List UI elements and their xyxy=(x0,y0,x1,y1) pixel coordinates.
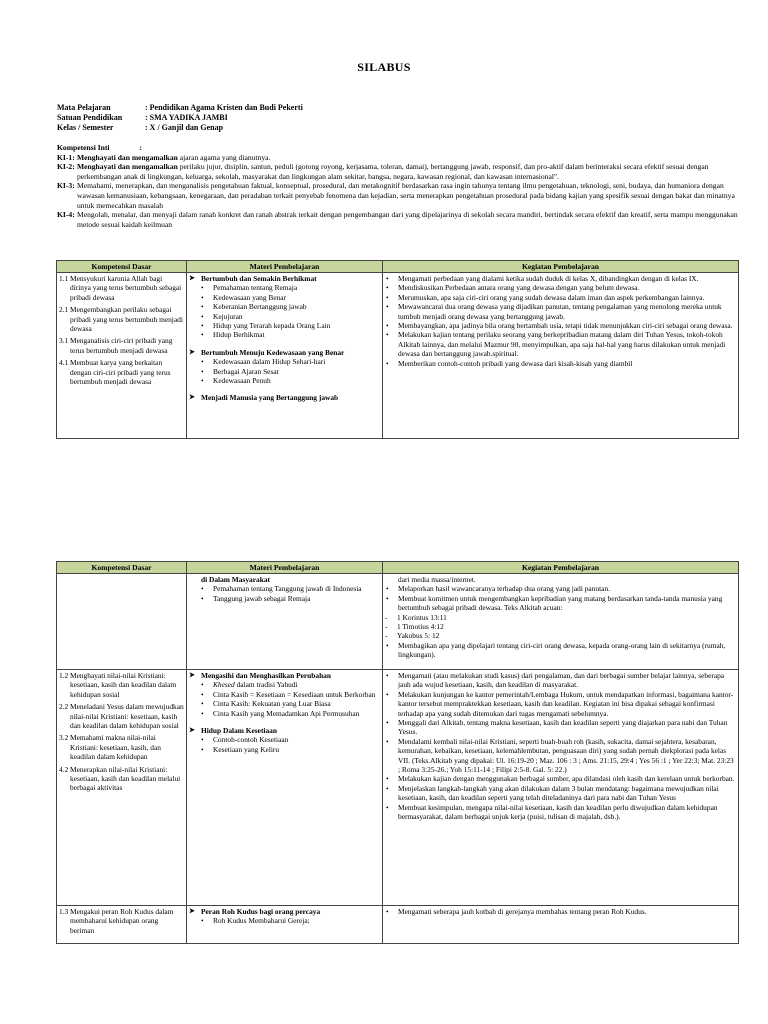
ki-item xyxy=(57,210,739,229)
kd-number: 1.1 xyxy=(59,274,69,283)
kegiatan-item xyxy=(385,690,736,718)
materi-item-text: Contoh-contoh Kesetiaan xyxy=(213,735,289,745)
verse-text: 1 Korintus 13:11 xyxy=(397,612,447,622)
materi-item-text: Hidup Berhikmat xyxy=(213,330,265,340)
bullet-icon: • xyxy=(386,292,389,302)
materi-item-text: Pemahaman tentang Remaja xyxy=(213,283,298,293)
kegiatan-text: Memberikan contoh-contoh pribadi yang dewasa dari kisah-kisah yang diambil xyxy=(398,358,633,368)
bullet-icon: • xyxy=(386,907,389,916)
kegiatan-list xyxy=(385,671,736,822)
meta-value: : X / Ganjil dan Genap xyxy=(145,123,224,132)
kd-number: 2.1 xyxy=(59,305,69,315)
kegiatan-item xyxy=(385,641,736,660)
meta-row xyxy=(57,113,303,123)
materi-item-text: Khesed dalam tradisi Yahudi xyxy=(213,680,298,690)
bullet-icon: • xyxy=(386,302,389,312)
kegiatan-item xyxy=(385,718,736,737)
materi-heading xyxy=(189,274,380,283)
materi-heading-text: Bertumbuh dan Semakin Berhikmat xyxy=(201,274,317,283)
kd-item xyxy=(59,336,184,355)
arrow-icon: ➤ xyxy=(189,671,195,679)
bullet-icon: • xyxy=(201,680,204,690)
kegiatan-text: Mengamati (atau melakukan studi kasus) dari pengalaman, dan dari berbagai sumber belajar lainnya, seberapa jauh ada wujud kesetiaan, kasih, dan keadilan di masyarakat. xyxy=(398,671,725,690)
bullet-icon: • xyxy=(386,330,389,340)
materi-heading xyxy=(189,348,380,357)
ki-item xyxy=(57,153,739,163)
kd-number: 3.1 xyxy=(59,336,69,346)
materi-list xyxy=(189,916,380,925)
materi-italic: Khesed xyxy=(213,680,235,690)
verse-item xyxy=(385,613,736,622)
ki-bold: Menghayati dan mengamalkan xyxy=(77,152,178,162)
bullet-icon: • xyxy=(386,274,389,283)
kegiatan-text: Membuat kesimpulan, mengapa nilai-nilai kesetiaan, kasih dan keadilan perlu diwujudkan dalam kehidupan bermasyarakat, dalam berbagai unjuk kerja (puisi, tulisan di majalah, dsb.). xyxy=(398,802,718,822)
kegiatan-item xyxy=(385,671,736,690)
kegiatan-item xyxy=(385,584,736,593)
dash-icon: - xyxy=(385,631,388,641)
bullet-icon: • xyxy=(201,593,204,603)
materi-item-text: Kesetiaan yang Keliru xyxy=(213,744,280,754)
bullet-icon: • xyxy=(386,736,389,746)
meta-key: Satuan Pendidikan xyxy=(57,113,123,122)
kd-number: 1.2 xyxy=(59,671,69,680)
materi-cell xyxy=(187,906,383,944)
kegiatan-text: Membuat komitmen untuk mengembangkan kepribadian yang matang berdasarkan tanda-tanda manusia yang bertumbuh sebagai pribadi dewasa. Teks Alkitab acuan: xyxy=(398,593,723,613)
kd-item xyxy=(59,733,184,761)
kd-item xyxy=(59,907,184,935)
header-materi: Materi Pembelajaran xyxy=(187,562,383,574)
materi-item xyxy=(189,745,380,754)
materi-item-text: Cinta Kasih = Kesetiaan = Kesediaan untuk Berkorban xyxy=(213,689,376,699)
kegiatan-list xyxy=(385,907,736,916)
kegiatan-item xyxy=(385,803,736,822)
kegiatan-item xyxy=(385,907,736,916)
bullet-icon: • xyxy=(201,366,204,376)
materi-item xyxy=(189,376,380,385)
kegiatan-text: Menjelaskan langkah-langkah yang akan dilakukan dalam 3 bulan mendatang: bagaimana mewujudkan nilai kesetiaan, kasih, dan keadilan seperti yang telah diteladaninya dari para nabi dan Tuhan Yesus xyxy=(398,783,719,803)
kegiatan-item xyxy=(385,293,736,302)
kegiatan-item xyxy=(385,302,736,321)
subject-meta xyxy=(57,103,303,133)
verse-text: Yakobus 5: 12 xyxy=(397,631,440,641)
bullet-icon: • xyxy=(201,916,204,926)
bullet-icon: • xyxy=(201,376,204,386)
meta-key: Mata Pelajaran xyxy=(57,103,111,112)
kegiatan-item xyxy=(385,359,736,368)
syllabus-table-2 xyxy=(56,561,739,944)
materi-item-text: Roh Kudus Membaharui Gereja; xyxy=(213,916,310,926)
bullet-icon: • xyxy=(201,744,204,754)
bullet-icon: • xyxy=(201,357,204,367)
materi-item xyxy=(189,690,380,699)
bullet-icon: • xyxy=(386,321,389,331)
materi-heading-text: Bertumbuh Menuju Kedewasaan yang Benar xyxy=(201,347,345,357)
kegiatan-item xyxy=(385,784,736,803)
kompetensi-inti: Kompetensi Inti : KI-1: Menghayati dan mengamalkan ajaran agama yang dianutnya. KI-2: Menghayati dan mengamalkan perilaku jujur, disiplin, santun, peduli (gotong royong, kerjasama, toleran, damai), bertanggung jawab, responsif, dan pro-aktif dalam berinteraksi secara efektif sesuai dengan perkembangan anak di lingkungan, keluarga, sekolah, masyarakat dan lingkungan alam sekitar, bangsa, negara, kawasan regional, dan kawasan internasional". KI-3: Memahami, menerapkan, dan menganalisis pengetahuan faktual, konseptual, prosedural, dan metakognitif berdasarkan rasa ingin tahunya tentang ilmu pengetahuan, teknologi, seni, budaya, dan humaniora dengan wawasan kemanusiaan, kebangsaan, kenegaraan, dan peradaban terkait penyebab fenomena dan kejadian, serta menerapkan pengetahuan prosedural pada bidang kajian yang spesifik sesuai dengan bakat dan minatnya untuk memecahkan masalah KI-4: Mengolah, menalar, dan menyaji dalam ranah konkret dan ranah abstrak terkait dengan pengembangan dari yang dipelajarinya di sekolah secara mandiri, bertindak secara efektif dan kreatif, serta mampu menggunakan metode sesuai kaidah keilmuan xyxy=(57,143,738,229)
materi-item-text: Kedewasaan dalam Hidup Sehari-hari xyxy=(213,357,326,367)
kd-item xyxy=(59,274,184,302)
bullet-icon: • xyxy=(201,311,204,321)
kd-text: Mengakui peran Roh Kudus dalam membaharui kehidupan orang beriman xyxy=(70,907,174,935)
kd-number: 3.2 xyxy=(59,733,69,743)
ki-text: Menghayati dan mengamalkan ajaran agama yang dianutnya. xyxy=(77,152,271,162)
ki-text: Memahami, menerapkan, dan menganalisis pengetahuan faktual, konseptual, prosedural, dan metakognitif berdasarkan rasa ingin tahunya tentang ilmu pengetahuan, teknologi, seni, budaya, dan humaniora dengan wawasan kemanusiaan, kebangsaan, kenegaraan, dan peradaban terkait penyebab fenomena dan kejadian, serta menerapkan pengetahuan prosedural pada bidang kajian yang spesifik sesuai dengan bakat dan minatnya untuk memecahkan masalah xyxy=(77,181,735,210)
bullet-icon: • xyxy=(201,708,204,718)
bullet-icon: • xyxy=(386,689,389,699)
syllabus-table-1 xyxy=(56,260,739,439)
materi-item xyxy=(189,594,380,603)
materi-heading xyxy=(189,907,380,916)
materi-cell xyxy=(187,574,383,670)
ki-item xyxy=(57,181,739,210)
kd-text: Mensyukuri karunia Allah bagi dirinya yang terus bertumbuh sebagai pribadi dewasa xyxy=(70,274,182,302)
bullet-icon: • xyxy=(201,735,204,745)
kd-text: Menerapkan nilai-nilai Kristiani: kesetiaan, kasih dan keadilan melalui berbagai aktivitas xyxy=(70,764,181,793)
kd-item xyxy=(59,305,184,333)
page-title: SILABUS xyxy=(357,60,411,74)
materi-item xyxy=(189,357,380,366)
materi-heading-cont xyxy=(189,575,380,584)
arrow-icon: ➤ xyxy=(189,274,195,282)
bullet-icon: • xyxy=(201,292,204,302)
materi-heading xyxy=(189,393,380,402)
meta-row xyxy=(57,103,303,113)
materi-heading xyxy=(189,726,380,735)
materi-item xyxy=(189,321,380,330)
ki-heading: Kompetensi Inti xyxy=(57,143,110,152)
materi-list xyxy=(189,584,380,603)
kegiatan-item xyxy=(385,594,736,613)
meta-row xyxy=(57,123,303,133)
kegiatan-list xyxy=(385,584,736,612)
kegiatan-continuation: dari media massa/internet. xyxy=(398,575,476,584)
kd-number: 4.1 xyxy=(59,358,69,368)
header-kegiatan: Kegiatan Pembelajaran xyxy=(383,562,739,574)
kegiatan-cell xyxy=(383,906,739,944)
ki-text: Menghayati dan mengamalkan perilaku jujur, disiplin, santun, peduli (gotong royong, kerjasama, toleran, damai), bertanggung jawab, responsif, dan pro-aktif dalam berinteraksi secara efektif sesuai dengan perkembangan anak di lingkungan, keluarga, sekolah, masyarakat dan lingkungan alam sekitar, bangsa, negara, kawasan regional, dan kawasan internasional". xyxy=(77,162,709,181)
bullet-icon: • xyxy=(386,593,389,603)
materi-heading-text: di Dalam Masyarakat xyxy=(201,575,270,584)
materi-heading-text: Peran Roh Kudus bagi orang percaya xyxy=(201,907,321,916)
kegiatan-text: Mendiskusikan Perbedaan antara orang yang dewasa dengan yang belum dewasa. xyxy=(398,283,640,293)
kd-text: Membuat karya yang berkaitan dengan ciri-ciri pribadi yang terus bertumbuh menjadi dewasa xyxy=(70,358,171,387)
meta-value: : Pendidikan Agama Kristen dan Budi Pekerti xyxy=(145,103,303,112)
bullet-icon: • xyxy=(201,689,204,699)
bullet-icon: • xyxy=(386,671,389,680)
bullet-icon: • xyxy=(386,584,389,594)
materi-item xyxy=(189,916,380,925)
kegiatan-text: Melakukan kajian dengan menggunakan berbagai sumber, apa dilandasi oleh kasih dan kerelaan untuk berkorban. xyxy=(398,774,735,784)
spacer xyxy=(189,340,380,348)
materi-item-text: Kedewasaan yang Benar xyxy=(213,292,287,302)
kegiatan-item xyxy=(385,330,736,358)
meta-key: Kelas / Semester xyxy=(57,123,114,132)
meta-value: : SMA YADIKA JAMBI xyxy=(145,113,228,122)
ki-code: KI-2: xyxy=(57,162,75,172)
ki-bold: Menghayati dan mengamalkan xyxy=(77,162,178,172)
materi-item xyxy=(189,735,380,744)
materi-item xyxy=(189,584,380,593)
ki-text: Mengolah, menalar, dan menyaji dalam ranah konkret dan ranah abstrak terkait dengan pengembangan dari yang dipelajarinya di sekolah secara mandiri, bertindak secara efektif dan kreatif, serta mampu menggunakan metode sesuai kaidah keilmuan xyxy=(77,210,738,229)
materi-item xyxy=(189,699,380,708)
bullet-icon: • xyxy=(386,783,389,793)
ki-code: KI-4: xyxy=(57,210,75,220)
kegiatan-cell xyxy=(383,670,739,906)
bullet-icon: • xyxy=(386,802,389,812)
materi-item xyxy=(189,367,380,376)
materi-item-text: Pemahaman tentang Tanggung jawab di Indonesia xyxy=(213,584,362,594)
bullet-icon: • xyxy=(201,321,204,331)
materi-cell xyxy=(187,670,383,906)
kd-number: 2.2 xyxy=(59,702,69,712)
materi-list xyxy=(189,735,380,754)
dash-icon: - xyxy=(385,622,388,632)
kegiatan-text: Mendalami kembali nilai-nilai Kristiani, seperti buah-buah roh (kasih, sukacita, damai sejahtera, kesabaran, kemurahan, kebaikan, kesetiaan, kelemahlembutan, penguasaan diri) yang sudah pernah diekplorasi pada kelas VII. (Teks.Alkitab yang dipakai: Ul. 16:19-20 ; Maz. 106 : 3 ; Ams. 21:15, 29:4 ; Yes 56 :1 ; Yer 22:3; Mat. 23:23 ; Roma 3:25-26.; Yoh 15:11-14 ; Filipi 2:5-8. Gal. 5: 22.) xyxy=(398,736,734,775)
materi-item xyxy=(189,330,380,339)
kd-number: 1.3 xyxy=(59,907,69,916)
kd-item xyxy=(59,671,184,699)
materi-item-text: Cinta Kasih yang Memadamkan Api Permusuhan xyxy=(213,708,360,718)
kegiatan-cell xyxy=(383,574,739,670)
ki-code: KI-1: xyxy=(57,152,75,162)
bullet-icon: • xyxy=(386,718,389,728)
dash-icon: - xyxy=(385,612,388,622)
bullet-icon: • xyxy=(201,330,204,340)
header-materi: Materi Pembelajaran xyxy=(187,261,383,273)
kd-text: Meneladani Yesus dalam mewujudkan nilai-nilai Kristiani: kesetiaan, kasih dan keadilan dalam kehidupan sosial xyxy=(70,702,184,731)
verse-text: 1 Timotius 4:12 xyxy=(397,622,444,632)
kegiatan-list xyxy=(385,274,736,368)
materi-item-text: Kedewasaan Penuh xyxy=(213,376,271,386)
kegiatan-item xyxy=(385,737,736,775)
bullet-icon: • xyxy=(201,283,204,293)
materi-item-text: Cinta Kasih: Kekuatan yang Luar Biasa xyxy=(213,699,331,709)
materi-item xyxy=(189,293,380,302)
bullet-icon: • xyxy=(386,283,389,293)
bullet-icon: • xyxy=(386,358,389,368)
kd-cell xyxy=(57,670,187,906)
kd-text: Menganalisis ciri-ciri pribadi yang terus bertumbuh menjadi dewasa xyxy=(70,336,173,355)
arrow-icon: ➤ xyxy=(189,726,195,735)
kegiatan-text: Melakukan kunjungan ke kantor pemerintah/Lembaga Hukum, untuk mendapatkan informasi, bagaimana kantor-kantor tersebut mempraktekkan kesetiaan, kasih dan keadilan. Kegiatan ini bisa dipakai sebagai konfirmasi terhadap apa yang sudah ditemukan dari tugas mengamati sebelumnya. xyxy=(398,689,734,718)
spacer xyxy=(189,385,380,393)
kegiatan-cell xyxy=(383,273,739,439)
materi-item-text: Berbagai Ajaran Sesat xyxy=(213,366,279,376)
kd-item xyxy=(59,702,184,730)
header-kompetensi-dasar: Kompetensi Dasar xyxy=(57,562,187,574)
kegiatan-text: Melakukan kajian tentang perilaku seorang yang berkepribadian matang dalam diri Tuhan Yesus, tokoh-tokoh Alkitab lainnya, dan melalui Mazmur 90, menyimpulkan, apa saja hal-hal yang harus dilakukan untuk menjadi dewasa dan bertanggung jawab.spiritual. xyxy=(398,330,726,359)
kegiatan-text: Membagikan apa yang dipelajari tentang ciri-ciri orang dewasa, kepada orang-orang lain di sekitarnya (rumah, lingkungan). xyxy=(398,640,726,660)
kegiatan-text: Mengamati seberapa jauh kotbah di gerejanya membahas tentang peran Roh Kudus. xyxy=(398,907,647,916)
materi-item xyxy=(189,709,380,718)
materi-list xyxy=(189,283,380,339)
kegiatan-text: Melaporkan hasil wawancaranya terhadap dua orang yang jadi panutan. xyxy=(398,584,610,594)
materi-item xyxy=(189,312,380,321)
kegiatan-item xyxy=(385,774,736,783)
materi-item-text: Hidup yang Terarah kepada Orang Lain xyxy=(213,321,331,331)
header-kompetensi-dasar: Kompetensi Dasar xyxy=(57,261,187,273)
kegiatan-text: Mewawancarai dua orang dewasa yang dijadikan panutan, tentang pengalaman yang menolong mereka untuk tumbuh menjadi orang dewasa yang bertanggung jawab. xyxy=(398,302,722,321)
arrow-icon: ➤ xyxy=(189,347,195,356)
verse-item xyxy=(385,622,736,631)
kegiatan-text: Membayangkan, apa jadinya bila orang bertambah usia, tetapi tidak menunjukkan ciri-ciri sebagai orang dewasa. xyxy=(398,321,733,331)
materi-item-text: Kejujuran xyxy=(213,311,243,321)
materi-heading-text: Mengasihi dan Menghasilkan Perubahan xyxy=(201,671,331,680)
bullet-icon: • xyxy=(201,584,204,594)
arrow-icon: ➤ xyxy=(189,393,195,402)
verse-list xyxy=(385,613,736,641)
ki-item xyxy=(57,162,739,181)
materi-list xyxy=(189,680,380,718)
materi-list xyxy=(189,357,380,385)
kd-text: Menghayati nilai-nilai Kristiani: kesetiaan, kasih dan keadilan dalam kehidupan sosial xyxy=(70,671,177,699)
materi-cell xyxy=(187,273,383,439)
materi-heading xyxy=(189,671,380,680)
kegiatan-item xyxy=(385,274,736,283)
kd-number: 4.2 xyxy=(59,764,69,774)
verse-item xyxy=(385,631,736,640)
kd-text: Memahami makna nilai-nilai Kristiani: kesetiaan, kasih, dan keadilan dalam kehidupan xyxy=(70,733,161,762)
bullet-icon: • xyxy=(201,302,204,312)
kegiatan-text: Merumuskan, apa saja ciri-ciri orang yang sudah dewasa dalam iman dan aspek perkembangan lainnya. xyxy=(398,292,705,302)
kegiatan-item xyxy=(385,283,736,292)
bullet-icon: • xyxy=(386,640,389,650)
kd-cell xyxy=(57,906,187,944)
arrow-icon: ➤ xyxy=(189,907,195,915)
bullet-icon: • xyxy=(386,774,389,784)
bullet-icon: • xyxy=(201,699,204,709)
kegiatan-item xyxy=(385,321,736,330)
kd-cell-empty xyxy=(57,574,187,670)
materi-item xyxy=(189,302,380,311)
materi-item xyxy=(189,680,380,689)
kd-item xyxy=(59,765,184,793)
materi-heading-text: Hidup Dalam Kesetiaan xyxy=(201,726,277,736)
ki-code: KI-3: xyxy=(57,181,75,191)
kegiatan-text: Menggali dari Alkitab, tentang makna kesetiaan, kasih dan keadilan seperti yang diajarkan para nabi dan Tuhan Yesus. xyxy=(398,718,728,737)
kegiatan-text: Mengamati perbedaan yang dialami ketika sudah duduk di kelas X, dibandingkan dengan di kelas IX. xyxy=(398,274,699,283)
spacer xyxy=(189,718,380,726)
kegiatan-list xyxy=(385,641,736,660)
kd-cell xyxy=(57,273,187,439)
materi-item-text: Tanggung jawab sebagai Remaja xyxy=(213,593,311,603)
kd-item xyxy=(59,358,184,386)
header-kegiatan: Kegiatan Pembelajaran xyxy=(383,261,739,273)
kd-text: Mengembangkan perilaku sebagai pribadi yang terus bertumbuh menjadi dewasa xyxy=(70,305,183,334)
materi-heading-text: Menjadi Manusia yang Bertanggung jawab xyxy=(201,393,339,403)
materi-item-text: Keberanian Bertanggung jawab xyxy=(213,302,307,312)
materi-item xyxy=(189,283,380,292)
